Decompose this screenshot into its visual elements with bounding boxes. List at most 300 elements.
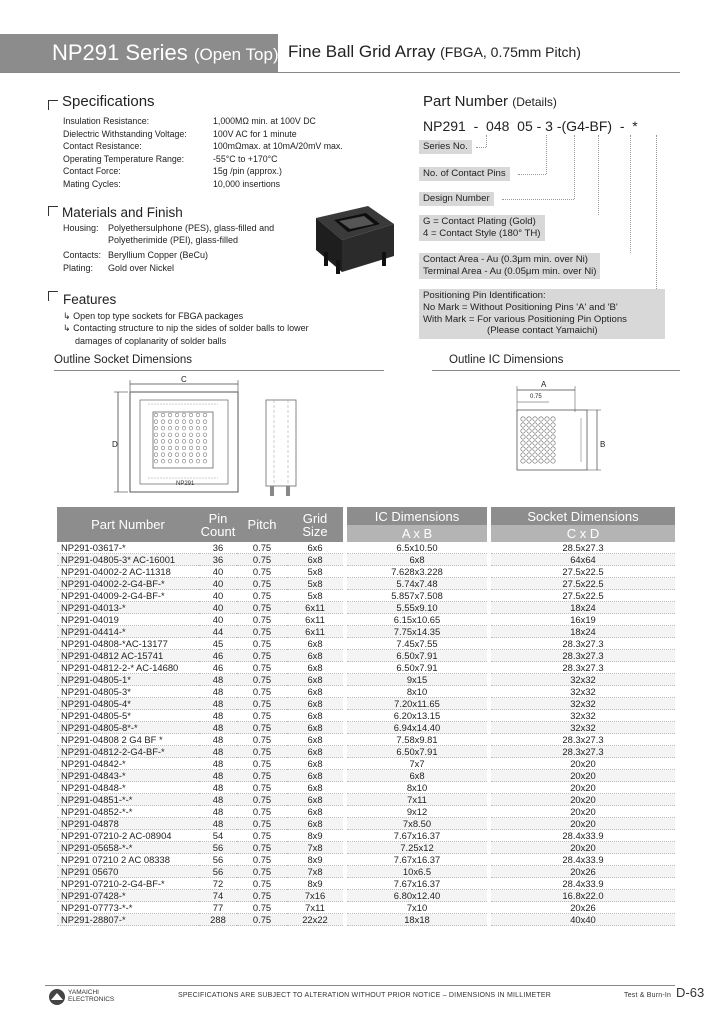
cell-pin-count: 40 — [199, 602, 237, 614]
cell-ic-dims: 18x18 — [347, 914, 487, 926]
section-bracket — [48, 206, 58, 216]
socket-contact — [161, 459, 165, 463]
cell-grid-size: 22x22 — [287, 914, 343, 926]
cell-pin-count: 72 — [199, 878, 237, 890]
table-row — [57, 674, 675, 686]
cell-pin-count: 54 — [199, 830, 237, 842]
solder-ball — [545, 459, 549, 463]
cell-pitch: 0.75 — [237, 914, 287, 926]
cell-grid-size: 6x8 — [287, 734, 343, 746]
cell-ic-dims: 9x15 — [347, 674, 487, 686]
cell-pitch: 0.75 — [237, 746, 287, 758]
socket-contact — [154, 446, 158, 450]
socket-contact — [182, 420, 186, 424]
outline-divider — [432, 370, 680, 371]
cell-socket-dims: 20x20 — [491, 758, 675, 770]
table-row — [57, 614, 675, 626]
pn-positioning: Positioning Pin Identification: No Mark = Without Positioning Pins 'A' and 'B' With Mark = For various Positioning Pin Options (Please contact Yamaichi) — [419, 289, 665, 339]
table-row — [57, 578, 675, 590]
socket-contact — [161, 426, 165, 430]
pn-design-number: Design Number — [419, 192, 494, 206]
series-title: NP291 Series — [52, 40, 188, 65]
socket-contact — [154, 453, 158, 457]
cell-grid-size: 6x8 — [287, 674, 343, 686]
solder-ball — [551, 447, 555, 451]
socket-contact — [161, 453, 165, 457]
cell-part-number: NP291-04808 2 G4 BF * — [57, 734, 199, 746]
cell-socket-dims: 32x32 — [491, 710, 675, 722]
cell-socket-dims: 18x24 — [491, 626, 675, 638]
materials-contacts: Contacts: Beryllium Copper (BeCu) — [63, 250, 209, 260]
socket-contact — [196, 453, 200, 457]
cell-pin-count: 45 — [199, 638, 237, 650]
solder-ball — [551, 459, 555, 463]
cell-pin-count: 74 — [199, 890, 237, 902]
pn-contact-pins: No. of Contact Pins — [419, 167, 510, 181]
cell-part-number: NP291-04013-* — [57, 602, 199, 614]
cell-socket-dims: 40x40 — [491, 914, 675, 926]
cell-part-number: NP291-04851-*-* — [57, 794, 199, 806]
cell-socket-dims: 20x20 — [491, 770, 675, 782]
cell-part-number: NP291 07210 2 AC 08338 — [57, 854, 199, 866]
cell-pitch: 0.75 — [237, 842, 287, 854]
cell-part-number: NP291-04812-2-G4-BF-* — [57, 746, 199, 758]
socket-contact — [168, 446, 172, 450]
spec-row: Dielectric Withstanding Voltage: 100V AC for 1 minute — [63, 128, 297, 139]
leader-line — [518, 174, 546, 175]
solder-ball — [521, 423, 525, 427]
feature-item-cont: damages of coplanarity of solder balls — [75, 335, 227, 346]
cell-pitch: 0.75 — [237, 866, 287, 878]
cell-socket-dims: 32x32 — [491, 698, 675, 710]
solder-ball — [533, 441, 537, 445]
socket-contact — [175, 453, 179, 457]
cell-ic-dims: 7.67x16.37 — [347, 830, 487, 842]
solder-ball — [551, 417, 555, 421]
cell-grid-size: 6x8 — [287, 794, 343, 806]
socket-contact — [161, 440, 165, 444]
cell-part-number: NP291-04848-* — [57, 782, 199, 794]
table-row — [57, 698, 675, 710]
pn-series-no: Series No. — [419, 140, 472, 154]
socket-contact — [154, 413, 158, 417]
cell-part-number: NP291-04019 — [57, 614, 199, 626]
cell-pin-count: 48 — [199, 758, 237, 770]
cell-pin-count: 48 — [199, 818, 237, 830]
socket-contact — [182, 426, 186, 430]
features-list — [63, 310, 309, 347]
cell-grid-size: 6x8 — [287, 638, 343, 650]
cell-ic-dims: 5.74x7.48 — [347, 578, 487, 590]
socket-mark: NP291 — [176, 481, 195, 487]
socket-contact — [203, 420, 207, 424]
cell-ic-dims: 7x11 — [347, 794, 487, 806]
solder-ball — [521, 453, 525, 457]
cell-pin-count: 48 — [199, 770, 237, 782]
col-ic-axb: A x B — [347, 525, 487, 542]
yamaichi-logo — [48, 988, 66, 1006]
brand-text: YAMAICHI ELECTRONICS — [68, 989, 115, 1003]
solder-ball — [545, 423, 549, 427]
cell-grid-size: 6x8 — [287, 746, 343, 758]
cell-pitch: 0.75 — [237, 722, 287, 734]
cell-pitch: 0.75 — [237, 734, 287, 746]
solder-ball — [539, 417, 543, 421]
cell-part-number: NP291-04878 — [57, 818, 199, 830]
solder-ball — [521, 459, 525, 463]
cell-part-number: NP291-07210-2-G4-BF-* — [57, 878, 199, 890]
cell-ic-dims: 6x8 — [347, 770, 487, 782]
cell-grid-size: 6x11 — [287, 614, 343, 626]
socket-contact — [154, 426, 158, 430]
table-row — [57, 890, 675, 902]
cell-ic-dims: 6.94x14.40 — [347, 722, 487, 734]
cell-ic-dims: 6.50x7.91 — [347, 746, 487, 758]
cell-part-number: NP291-03617-* — [57, 542, 199, 554]
materials-heading: Materials and Finish — [62, 205, 183, 220]
cell-socket-dims: 27.5x22.5 — [491, 590, 675, 602]
table-row — [57, 542, 675, 554]
spec-row: Operating Temperature Range: -55°C to +170°C — [63, 153, 278, 164]
socket-contact — [154, 420, 158, 424]
table-row — [57, 746, 675, 758]
arrow-icon: ↳ — [63, 311, 71, 321]
cell-socket-dims: 28.5x27.3 — [491, 542, 675, 554]
socket-contact — [182, 453, 186, 457]
cell-pin-count: 48 — [199, 722, 237, 734]
outline-socket-heading: Outline Socket Dimensions — [54, 354, 193, 366]
solder-ball — [539, 453, 543, 457]
cell-grid-size: 6x8 — [287, 722, 343, 734]
leader-line — [598, 135, 599, 215]
cell-pitch: 0.75 — [237, 578, 287, 590]
cell-ic-dims: 6.5x10.50 — [347, 542, 487, 554]
series-subtitle: (Open Top) — [193, 45, 279, 64]
cell-socket-dims: 28.4x33.9 — [491, 878, 675, 890]
socket-photo — [306, 200, 400, 280]
socket-contact — [168, 453, 172, 457]
cell-socket-dims: 20x26 — [491, 902, 675, 914]
cell-part-number: NP291-07210-2 AC-08904 — [57, 830, 199, 842]
socket-contact — [175, 433, 179, 437]
pn-contact-area: Contact Area - Au (0.3μm min. over Ni) Terminal Area - Au (0.05μm min. over Ni) — [419, 253, 600, 279]
solder-ball — [539, 435, 543, 439]
cell-socket-dims: 32x32 — [491, 722, 675, 734]
cell-socket-dims: 20x20 — [491, 782, 675, 794]
cell-ic-dims: 9x12 — [347, 806, 487, 818]
solder-ball — [551, 423, 555, 427]
cell-ic-dims: 7x10 — [347, 902, 487, 914]
cell-ic-dims: 7.25x12 — [347, 842, 487, 854]
cell-ic-dims: 6.50x7.91 — [347, 662, 487, 674]
solder-ball — [533, 459, 537, 463]
cell-grid-size: 7x8 — [287, 842, 343, 854]
cell-part-number: NP291-04805-5* — [57, 710, 199, 722]
table-row — [57, 722, 675, 734]
cell-socket-dims: 28.4x33.9 — [491, 830, 675, 842]
solder-ball — [551, 435, 555, 439]
cell-ic-dims: 6.80x12.40 — [347, 890, 487, 902]
cell-grid-size: 6x8 — [287, 710, 343, 722]
solder-ball — [545, 429, 549, 433]
cell-pin-count: 40 — [199, 566, 237, 578]
col-socket-dims: Socket Dimensions — [491, 507, 675, 525]
socket-contact — [196, 446, 200, 450]
socket-contact — [154, 459, 158, 463]
cell-socket-dims: 28.3x27.3 — [491, 662, 675, 674]
cell-part-number: NP291-04843-* — [57, 770, 199, 782]
socket-contact — [203, 459, 207, 463]
cell-grid-size: 6x8 — [287, 698, 343, 710]
spec-list — [63, 115, 343, 191]
solder-ball — [521, 447, 525, 451]
col-pin-count: Pin Count — [199, 507, 237, 542]
cell-pin-count: 44 — [199, 626, 237, 638]
solder-ball — [539, 459, 543, 463]
parts-table — [57, 507, 675, 926]
cell-ic-dims: 7.58x9.81 — [347, 734, 487, 746]
product-title — [288, 42, 581, 62]
socket-contact — [175, 420, 179, 424]
features-heading: Features — [63, 292, 117, 307]
socket-contact — [203, 413, 207, 417]
socket-contact — [182, 433, 186, 437]
table-row — [57, 686, 675, 698]
cell-grid-size: 6x8 — [287, 554, 343, 566]
cell-pin-count: 46 — [199, 650, 237, 662]
cell-socket-dims: 27.5x22.5 — [491, 566, 675, 578]
socket-contact — [161, 420, 165, 424]
arrow-icon: ↳ — [63, 323, 71, 334]
table-row — [57, 710, 675, 722]
cell-pitch: 0.75 — [237, 698, 287, 710]
cell-pin-count: 77 — [199, 902, 237, 914]
cell-part-number: NP291-07773-*-* — [57, 902, 199, 914]
socket-contact — [203, 426, 207, 430]
spec-row: Mating Cycles: 10,000 insertions — [63, 178, 280, 189]
cell-pitch: 0.75 — [237, 686, 287, 698]
table-row — [57, 914, 675, 926]
cell-pitch: 0.75 — [237, 662, 287, 674]
spec-row: Insulation Resistance: 1,000MΩ min. at 100V DC — [63, 116, 316, 126]
part-number-heading: Part Number (Details) — [423, 93, 557, 110]
cell-pitch: 0.75 — [237, 902, 287, 914]
cell-pitch: 0.75 — [237, 782, 287, 794]
table-row — [57, 650, 675, 662]
solder-ball — [551, 441, 555, 445]
socket-contact — [168, 459, 172, 463]
socket-contact — [175, 440, 179, 444]
cell-ic-dims: 7x8.50 — [347, 818, 487, 830]
socket-contact — [189, 453, 193, 457]
cell-pitch: 0.75 — [237, 554, 287, 566]
cell-pitch: 0.75 — [237, 878, 287, 890]
leader-line — [502, 199, 574, 200]
cell-socket-dims: 20x26 — [491, 866, 675, 878]
leader-line — [574, 135, 575, 199]
cell-socket-dims: 20x20 — [491, 806, 675, 818]
table-row — [57, 638, 675, 650]
socket-contact — [182, 459, 186, 463]
socket-contact — [182, 446, 186, 450]
table-row — [57, 818, 675, 830]
solder-ball — [533, 417, 537, 421]
socket-contact — [189, 426, 193, 430]
socket-contact — [196, 426, 200, 430]
table-row — [57, 842, 675, 854]
cell-grid-size: 6x8 — [287, 806, 343, 818]
solder-ball — [545, 447, 549, 451]
col-pitch: Pitch — [237, 507, 287, 542]
solder-ball — [545, 453, 549, 457]
cell-ic-dims: 7.45x7.55 — [347, 638, 487, 650]
cell-part-number: NP291-04805-3* — [57, 686, 199, 698]
cell-grid-size: 5x8 — [287, 590, 343, 602]
cell-pin-count: 288 — [199, 914, 237, 926]
cell-part-number: NP291-04808-*AC-13177 — [57, 638, 199, 650]
solder-ball — [527, 435, 531, 439]
cell-part-number: NP291-04002-2-G4-BF-* — [57, 578, 199, 590]
cell-socket-dims: 28.3x27.3 — [491, 638, 675, 650]
solder-ball — [545, 417, 549, 421]
cell-grid-size: 8x9 — [287, 878, 343, 890]
solder-ball — [527, 447, 531, 451]
socket-contact — [154, 440, 158, 444]
socket-contact — [189, 446, 193, 450]
table-row — [57, 782, 675, 794]
cell-grid-size: 8x9 — [287, 830, 343, 842]
solder-ball — [533, 423, 537, 427]
cell-grid-size: 6x8 — [287, 758, 343, 770]
socket-contact — [196, 413, 200, 417]
cell-grid-size: 5x8 — [287, 578, 343, 590]
cell-ic-dims: 5.55x9.10 — [347, 602, 487, 614]
cell-pin-count: 40 — [199, 590, 237, 602]
col-socket-cxd: C x D — [491, 525, 675, 542]
cell-part-number: NP291-04414-* — [57, 626, 199, 638]
cell-pin-count: 46 — [199, 662, 237, 674]
cell-part-number: NP291-05658-*-* — [57, 842, 199, 854]
socket-contact — [168, 413, 172, 417]
section-bracket — [48, 291, 58, 301]
cell-socket-dims: 28.4x33.9 — [491, 854, 675, 866]
cell-pitch: 0.75 — [237, 650, 287, 662]
cell-grid-size: 6x8 — [287, 818, 343, 830]
pn-plating: G = Contact Plating (Gold) 4 = Contact Style (180° TH) — [419, 215, 545, 241]
cell-socket-dims: 16x19 — [491, 614, 675, 626]
cell-pin-count: 56 — [199, 854, 237, 866]
socket-contact — [161, 413, 165, 417]
cell-pin-count: 48 — [199, 782, 237, 794]
footer-notice: SPECIFICATIONS ARE SUBJECT TO ALTERATION WITHOUT PRIOR NOTICE – DIMENSIONS IN MILLIMETER — [178, 992, 551, 999]
cell-part-number: NP291-04805-4* — [57, 698, 199, 710]
solder-ball — [533, 429, 537, 433]
dim-label-d: D — [112, 440, 118, 449]
cell-pin-count: 48 — [199, 674, 237, 686]
cell-ic-dims: 5.857x7.508 — [347, 590, 487, 602]
cell-part-number: NP291-04852-*-* — [57, 806, 199, 818]
socket-contact — [154, 433, 158, 437]
cell-pitch: 0.75 — [237, 806, 287, 818]
section-bracket — [48, 100, 58, 110]
cell-ic-dims: 6.50x7.91 — [347, 650, 487, 662]
socket-contact — [168, 433, 172, 437]
table-row — [57, 554, 675, 566]
solder-ball — [521, 441, 525, 445]
series-title-bar — [0, 34, 278, 72]
part-number-code: NP291 - 048 05 - 3 -(G4-BF) - * — [423, 118, 638, 134]
cell-grid-size: 6x8 — [287, 782, 343, 794]
cell-part-number: NP291-04812 AC-15741 — [57, 650, 199, 662]
table-row — [57, 566, 675, 578]
cell-pin-count: 48 — [199, 794, 237, 806]
footer-divider — [45, 985, 675, 986]
cell-pitch: 0.75 — [237, 890, 287, 902]
cell-pitch: 0.75 — [237, 542, 287, 554]
materials-plating: Plating: Gold over Nickel — [63, 263, 175, 273]
dim-label-a: A — [541, 380, 547, 389]
cell-socket-dims: 28.3x27.3 — [491, 746, 675, 758]
socket-contact — [189, 440, 193, 444]
cell-socket-dims: 32x32 — [491, 674, 675, 686]
solder-ball — [533, 453, 537, 457]
table-row — [57, 794, 675, 806]
cell-ic-dims: 8x10 — [347, 782, 487, 794]
cell-pitch: 0.75 — [237, 770, 287, 782]
cell-pin-count: 40 — [199, 578, 237, 590]
cell-ic-dims: 7.20x11.65 — [347, 698, 487, 710]
cell-socket-dims: 18x24 — [491, 602, 675, 614]
spec-row: Contact Force: 15g /pin (approx.) — [63, 166, 282, 177]
cell-pin-count: 36 — [199, 542, 237, 554]
leader-line — [486, 135, 487, 147]
socket-outline-drawing — [108, 374, 318, 500]
cell-pin-count: 56 — [199, 842, 237, 854]
table-row — [57, 662, 675, 674]
cell-socket-dims: 64x64 — [491, 554, 675, 566]
table-row — [57, 806, 675, 818]
socket-contact — [189, 413, 193, 417]
cell-socket-dims: 28.3x27.3 — [491, 650, 675, 662]
cell-pitch: 0.75 — [237, 590, 287, 602]
socket-contact — [196, 420, 200, 424]
cell-socket-dims: 16.8x22.0 — [491, 890, 675, 902]
socket-contact — [175, 413, 179, 417]
outline-divider — [54, 370, 384, 371]
cell-ic-dims: 7.67x16.37 — [347, 878, 487, 890]
solder-ball — [521, 429, 525, 433]
product-title-sub: (FBGA, 0.75mm Pitch) — [440, 44, 581, 60]
cell-grid-size: 6x6 — [287, 542, 343, 554]
cell-socket-dims: 32x32 — [491, 686, 675, 698]
socket-contact-grid — [153, 412, 213, 468]
solder-ball — [545, 435, 549, 439]
solder-ball — [527, 453, 531, 457]
cell-pin-count: 48 — [199, 734, 237, 746]
cell-pin-count: 48 — [199, 746, 237, 758]
cell-grid-size: 6x8 — [287, 686, 343, 698]
col-part-number: Part Number — [57, 507, 199, 542]
socket-contact — [203, 446, 207, 450]
socket-contact — [196, 440, 200, 444]
cell-socket-dims: 20x20 — [491, 842, 675, 854]
cell-pitch: 0.75 — [237, 710, 287, 722]
table-row — [57, 902, 675, 914]
solder-ball — [551, 429, 555, 433]
leader-line — [546, 135, 547, 174]
cell-pin-count: 40 — [199, 614, 237, 626]
feature-item: ↳ Contacting structure to nip the sides of solder balls to lower — [63, 323, 309, 334]
